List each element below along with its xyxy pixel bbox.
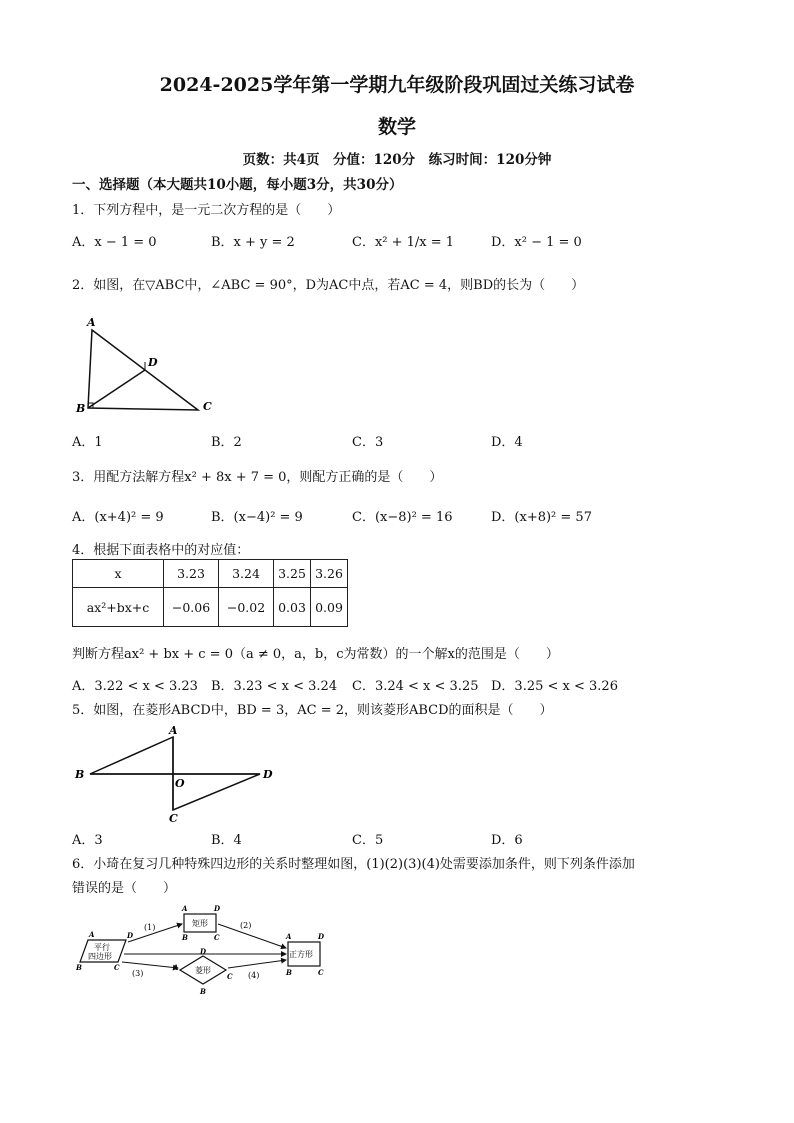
q5-option-d: D．6	[491, 833, 523, 848]
q2-option-a: A．1	[72, 435, 103, 450]
q4-stem2: 判断方程ax² + bx + c = 0（a ≠ 0，a，b，c为常数）的一个解x的范围是（ ）	[72, 647, 559, 662]
q3-option-b: B．(x−4)² = 9	[211, 510, 303, 525]
q2-option-d: D．4	[491, 435, 523, 450]
q6-parallelogram-label1: 平行	[94, 943, 110, 952]
q6-parallelogram-label2: 四边形	[88, 952, 112, 961]
svg-text:C: C	[114, 963, 120, 972]
q2-label-a: A	[87, 316, 96, 329]
table-cell: x	[73, 560, 164, 588]
q6-stem-line2: 错误的是（ ）	[72, 881, 177, 896]
table-row	[73, 588, 348, 627]
q5-label-c: C	[169, 812, 178, 825]
q3-option-d: D．(x+8)² = 57	[491, 510, 592, 525]
q4-option-b: B．3.23 < x < 3.24	[211, 679, 338, 694]
q2-label-b: B	[76, 402, 86, 415]
table-row	[73, 560, 348, 588]
q5-rhombus-figure	[72, 724, 277, 824]
table-cell: 0.03	[274, 588, 311, 627]
subject-title: 数学	[377, 116, 416, 138]
q2-label-c: C	[203, 400, 212, 413]
q6-stem-line1: 6．小琦在复习几种特殊四边形的关系时整理如图，(1)(2)(3)(4)处需要添加条件，则下列条件添加	[72, 857, 635, 872]
svg-text:B: B	[182, 933, 188, 942]
q2-label-d: D	[148, 356, 158, 369]
q5-option-b: B．4	[211, 833, 242, 848]
q2-stem: 2．如图，在▽ABC中，∠ABC = 90°，D为AC中点，若AC = 4，则BD的长为（ ）	[72, 278, 585, 293]
q3-stem: 3．用配方法解方程x² + 8x + 7 = 0，则配方正确的是（ ）	[72, 470, 443, 485]
q5-option-c: C．5	[352, 833, 384, 848]
section-heading: 一、选择题（本大题共10小题，每小题3分，共30分）	[72, 177, 403, 193]
q5-label-b: B	[75, 768, 85, 781]
svg-text:A: A	[286, 932, 292, 941]
q2-triangle-figure	[70, 312, 230, 422]
svg-text:B: B	[76, 963, 82, 972]
q4-option-c: C．3.24 < x < 3.25	[352, 679, 479, 694]
table-cell: 0.09	[311, 588, 348, 627]
svg-text:B: B	[200, 987, 206, 996]
q5-stem: 5．如图，在菱形ABCD中，BD = 3，AC = 2，则该菱形ABCD的面积是（ ）	[72, 703, 553, 718]
svg-text:D: D	[318, 932, 325, 941]
table-cell: ax²+bx+c	[73, 588, 164, 627]
q6-step-1: (1)	[144, 923, 156, 932]
table-cell: 3.24	[219, 560, 274, 588]
svg-text:B: B	[286, 968, 292, 977]
q3-option-c: C．(x−8)² = 16	[352, 510, 453, 525]
q4-option-a: A．3.22 < x < 3.23	[72, 679, 198, 694]
q5-label-a: A	[169, 724, 178, 737]
q1-option-d: D．x² − 1 = 0	[491, 235, 582, 250]
table-cell: 3.23	[164, 560, 219, 588]
q6-step-3: (3)	[132, 969, 144, 978]
q6-step-2: (2)	[240, 921, 252, 930]
svg-text:D: D	[214, 904, 221, 913]
q1-option-c: C．x² + 1/x = 1	[352, 235, 455, 250]
svg-text:A: A	[182, 904, 188, 913]
q2-option-b: B．2	[211, 435, 242, 450]
q1-option-b: B．x + y = 2	[211, 235, 295, 250]
q6-rhombus-label: 菱形	[195, 966, 211, 975]
q4-option-d: D．3.25 < x < 3.26	[491, 679, 618, 694]
svg-text:C: C	[227, 972, 233, 981]
table-cell: −0.02	[219, 588, 274, 627]
svg-text:C: C	[214, 933, 220, 942]
q4-stem: 4．根据下面表格中的对应值：	[72, 543, 250, 558]
table-cell: −0.06	[164, 588, 219, 627]
q3-option-a: A．(x+4)² = 9	[72, 510, 164, 525]
table-cell: 3.25	[274, 560, 311, 588]
q2-option-c: C．3	[352, 435, 384, 450]
table-cell: 3.26	[311, 560, 348, 588]
q5-label-d: D	[263, 768, 273, 781]
exam-title: 2024-2025学年第一学期九年级阶段巩固过关练习试卷	[159, 74, 635, 96]
q6-step-4: (4)	[248, 971, 260, 980]
q6-rectangle-label: 矩形	[192, 919, 208, 928]
svg-text:D: D	[200, 947, 207, 956]
exam-meta: 页数：共4页 分值：120分 练习时间：120分钟	[242, 152, 552, 168]
svg-text:C: C	[318, 968, 324, 977]
svg-text:A: A	[89, 930, 95, 939]
q6-square-label: 正方形	[289, 950, 313, 959]
q1-stem: 1．下列方程中，是一元二次方程的是（ ）	[72, 203, 341, 218]
q4-value-table	[72, 559, 348, 627]
q6-quadrilateral-diagram	[74, 904, 334, 1000]
q5-option-a: A．3	[72, 833, 103, 848]
q1-option-a: A．x − 1 = 0	[72, 235, 157, 250]
svg-text:D: D	[127, 931, 134, 940]
q5-label-o: O	[175, 777, 185, 790]
